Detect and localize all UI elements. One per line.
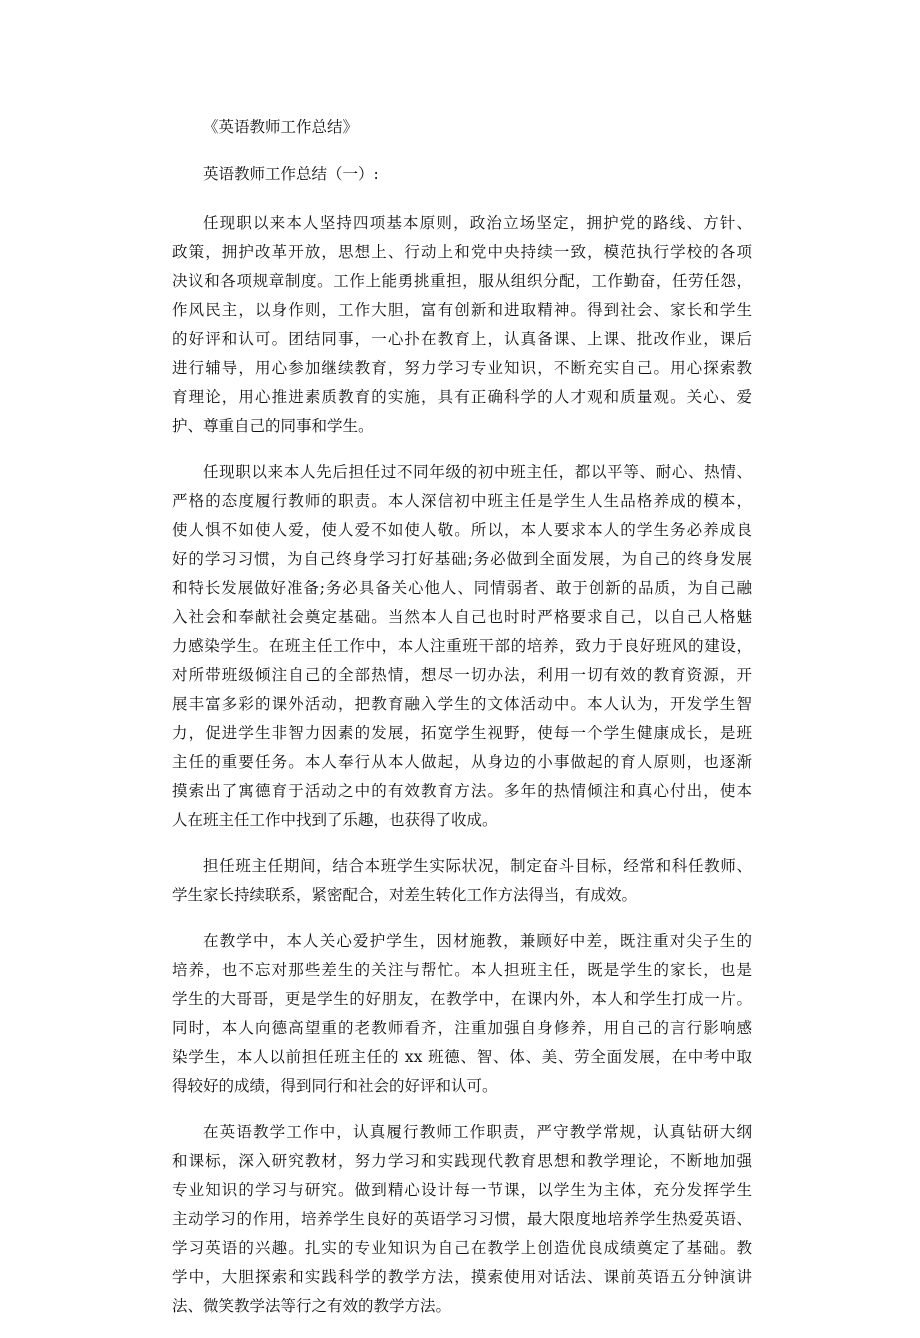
paragraph-line: 专业知识的学习与研究。做到精心设计每一节课，以学生为主体，充分发挥学生 xyxy=(172,1181,752,1199)
paragraph-line: 力感染学生。在班主任工作中，本人注重班干部的培养，致力于良好班风的建设， xyxy=(172,637,752,655)
paragraph-line: 同时，本人向德高望重的老教师看齐，注重加强自身修养，用自己的言行影响感 xyxy=(172,1019,752,1037)
body-paragraph xyxy=(172,927,752,1101)
body-paragraph xyxy=(172,1118,752,1321)
paragraph-line: 和特长发展做好准备;务必具备关心他人、同情弱者、敢于创新的品质，为自己融 xyxy=(172,579,752,597)
paragraph-line: 对所带班级倾注自己的全部热情，想尽一切办法，利用一切有效的教育资源，开 xyxy=(172,666,752,684)
paragraph-line: 主动学习的作用，培养学生良好的英语学习习惯，最大限度地培养学生热爱英语、 xyxy=(172,1210,752,1228)
paragraph-line: 进行辅导，用心参加继续教育，努力学习专业知识，不断充实自己。用心探索教 xyxy=(172,359,752,377)
paragraph-line: 的好评和认可。团结同事，一心扑在教育上，认真备课、上课、批改作业，课后 xyxy=(172,330,752,348)
paragraph-line: 任现职以来本人先后担任过不同年级的初中班主任，都以平等、耐心、热情、 xyxy=(203,463,752,481)
paragraph-line: 任现职以来本人坚持四项基本原则，政治立场坚定，拥护党的路线、方针、 xyxy=(203,214,752,232)
paragraph-line: 力，促进学生非智力因素的发展，拓宽学生视野，使每一个学生健康成长，是班 xyxy=(172,724,752,742)
paragraph-line: 学中，大胆探索和实践科学的教学方法，摸索使用对话法、课前英语五分钟演讲 xyxy=(172,1268,752,1286)
document-title: 《英语教师工作总结》 xyxy=(203,118,359,136)
paragraph-line: 学生的大哥哥，更是学生的好朋友，在教学中，在课内外，本人和学生打成一片。 xyxy=(172,990,752,1008)
paragraph-line: 摸索出了寓德育于活动之中的有效教育方法。多年的热情倾注和真心付出，使本 xyxy=(172,782,752,800)
paragraph-line: 作风民主，以身作则，工作大胆，富有创新和进取精神。得到社会、家长和学生 xyxy=(172,301,752,319)
paragraph-line: 和课标，深入研究教材，努力学习和实践现代教育思想和教学理论，不断地加强 xyxy=(172,1152,752,1170)
paragraph-line: 好的学习习惯，为自己终身学习打好基础;务必做到全面发展，为自己的终身发展 xyxy=(172,550,752,568)
paragraph-line: 法、微笑教学法等行之有效的教学方法。 xyxy=(172,1297,452,1315)
paragraph-line: 学习英语的兴趣。扎实的专业知识为自己在教学上创造优良成绩奠定了基础。教 xyxy=(172,1239,752,1257)
paragraph-line: 担任班主任期间，结合本班学生实际状况，制定奋斗目标，经常和科任教师、 xyxy=(203,857,752,875)
paragraph-line: 政策，拥护改革开放，思想上、行动上和党中央持续一致，模范执行学校的各项 xyxy=(172,243,752,261)
document-page xyxy=(172,112,752,1338)
paragraph-line: 决议和各项规章制度。工作上能勇挑重担，服从组织分配，工作勤奋，任劳任怨， xyxy=(172,272,752,290)
paragraph-line: 主任的重要任务。本人奉行从本人做起，从身边的小事做起的育人原则，也逐渐 xyxy=(172,753,752,771)
paragraph-line: 培养，也不忘对那些差生的关注与帮忙。本人担班主任，既是学生的家长，也是 xyxy=(172,961,752,979)
paragraph-line: 护、尊重自己的同事和学生。 xyxy=(172,417,374,435)
body-paragraph xyxy=(172,852,752,910)
section-heading: 英语教师工作总结（一）: xyxy=(203,165,379,183)
body-paragraph xyxy=(172,209,752,441)
paragraph-line: 学生家长持续联系，紧密配合，对差生转化工作方法得当，有成效。 xyxy=(172,886,638,904)
paragraph-line: 在教学中，本人关心爱护学生，因材施教，兼顾好中差，既注重对尖子生的 xyxy=(203,932,752,950)
paragraph-line: 育理论，用心推进素质教育的实施，具有正确科学的人才观和质量观。关心、爱 xyxy=(172,388,752,406)
paragraph-line: 在英语教学工作中，认真履行教师工作职责，严守教学常规，认真钻研大纲 xyxy=(203,1123,752,1141)
document-body xyxy=(172,209,752,1321)
paragraph-line: 人在班主任工作中找到了乐趣，也获得了收成。 xyxy=(172,811,498,829)
paragraph-line: 使人惧不如使人爱，使人爱不如使人敬。所以，本人要求本人的学生务必养成良 xyxy=(172,521,752,539)
paragraph-line: 展丰富多彩的课外活动，把教育融入学生的文体活动中。本人认为，开发学生智 xyxy=(172,695,752,713)
paragraph-line: 得较好的成绩，得到同行和社会的好评和认可。 xyxy=(172,1077,498,1095)
paragraph-line: 严格的态度履行教师的职责。本人深信初中班主任是学生人生品格养成的模本， xyxy=(172,492,752,510)
paragraph-line: 入社会和奉献社会奠定基础。当然本人自己也时时严格要求自己，以自己人格魅 xyxy=(172,608,752,626)
paragraph-line: 染学生，本人以前担任班主任的 xx 班德、智、体、美、劳全面发展，在中考中取 xyxy=(172,1048,752,1066)
body-paragraph xyxy=(172,458,752,835)
